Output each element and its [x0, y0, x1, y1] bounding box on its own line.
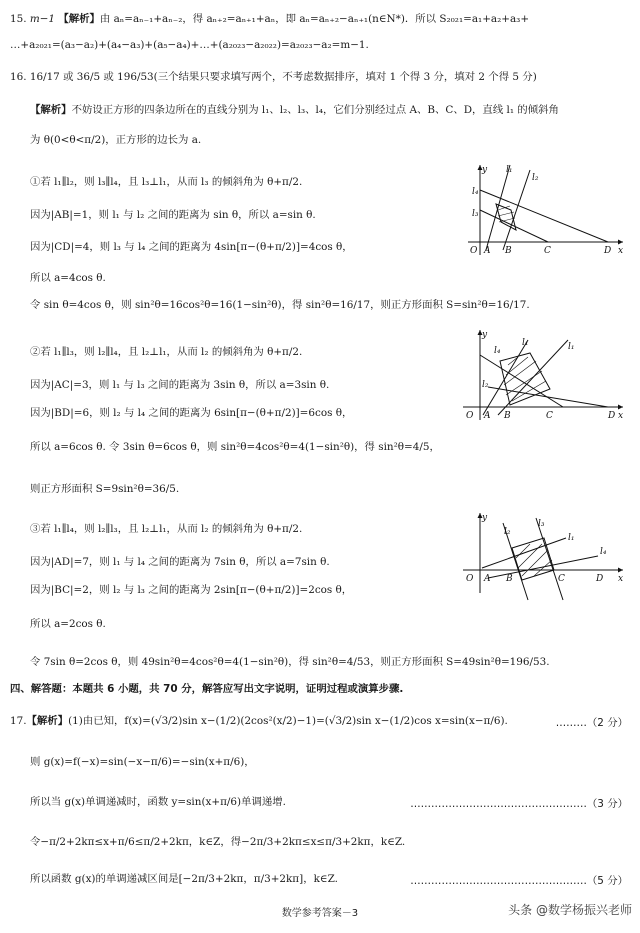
label-o: O: [466, 574, 474, 584]
label-l2: l₂: [532, 173, 539, 183]
q16-intro2: 为 θ(0<θ<π/2)，正方形的边长为 a.: [30, 134, 202, 146]
case3-line: 因为|AD|=7，则 l₁ 与 l₄ 之间的距离为 7sin θ，所以 a=7sin θ.: [30, 556, 330, 568]
case2-line: 因为|AC|=3，则 l₁ 与 l₃ 之间的距离为 3sin θ，所以 a=3sin θ.: [30, 379, 330, 391]
case1-line: 令 sin θ=4cos θ，则 sin²θ=16cos²θ=16(1−sin²θ)，得 sin²θ=16/17，则正方形面积 S=sin²θ=16/17.: [30, 299, 530, 311]
label-x: x: [618, 574, 624, 584]
figure-case3: [458, 508, 628, 608]
label-a: A: [484, 246, 491, 256]
case1-line: ①若 l₁∥l₂，则 l₃∥l₄，且 l₃⊥l₁，从而 l₃ 的倾斜角为 θ+π/2.: [30, 176, 303, 188]
case3-line: 所以 a=2cos θ.: [30, 618, 106, 630]
label-c: C: [558, 574, 565, 584]
q17-score: ……………………………………………（5 分）: [410, 875, 628, 887]
q15-line1: 15. m−1 【解析】由 aₙ=aₙ₋₁+aₙ₋₂，得 aₙ₊₂=aₙ₊₁+aₙ，即 aₙ=aₙ₊₂−aₙ₊₁(n∈N*)．所以 S₂₀₂₁=a₁+a₂+a₃+: [10, 13, 530, 25]
label-l4: l₄: [472, 187, 479, 197]
label-b: B: [506, 574, 513, 584]
case2-line: 因为|BD|=6，则 l₂ 与 l₄ 之间的距离为 6sin[π−(θ+π/2)]=6cos θ，: [30, 407, 353, 419]
label-l2: l₂: [504, 527, 511, 537]
case1-line: 因为|CD|=4，则 l₃ 与 l₄ 之间的距离为 4sin[π−(θ+π/2)]=4cos θ，: [30, 241, 353, 253]
label-l1-right: l₁: [568, 342, 575, 352]
q17-score: ………（2 分）: [555, 717, 628, 729]
shaded-square: [496, 204, 516, 230]
label-d: D: [596, 574, 604, 584]
q16-header: 16. 16/17 或 36/5 或 196/53(三个结果只要求填写两个，不考虑数据排序，填对 1 个得 3 分，填对 2 个得 5 分): [10, 71, 537, 83]
q15-line2: …+a₂₀₂₁=(a₃−a₂)+(a₄−a₃)+(a₅−a₄)+…+(a₂₀₂₃−a₂₀₂₂)=a₂₀₂₃−a₂=m−1.: [10, 39, 369, 51]
q17-score: ……………………………………………（3 分）: [410, 798, 628, 810]
q17-line: 所以当 g(x)单调递减时，函数 y=sin(x+π/6)单调递增.: [30, 796, 286, 808]
page-footer: 数学参考答案－3: [281, 908, 359, 919]
label-c: C: [546, 411, 553, 421]
figure-case1: [458, 160, 628, 260]
q17-line: 令−π/2+2kπ≤x+π/6≤π/2+2kπ，k∈Z，得−2π/3+2kπ≤x≤π/3+2kπ，k∈Z.: [30, 836, 406, 848]
case3-line: 因为|BC|=2，则 l₂ 与 l₃ 之间的距离为 2sin[π−(θ+π/2)]=2cos θ，: [30, 584, 353, 596]
section4-heading: 四、解答题：本题共 6 小题，共 70 分，解答应写出文字说明，证明过程或演算步骤.: [10, 683, 404, 695]
case2-line: ②若 l₁∥l₃，则 l₂∥l₄，且 l₂⊥l₁，从而 l₂ 的倾斜角为 θ+π/2.: [30, 346, 303, 358]
figure-case2: [458, 325, 628, 425]
case2-line: 则正方形面积 S=9sin²θ=36/5.: [30, 483, 180, 495]
label-l1: l₁: [522, 338, 529, 348]
label-l4: l₄: [600, 547, 607, 557]
shaded-square: [500, 353, 550, 405]
label-o: O: [466, 411, 474, 421]
label-y: y: [482, 330, 488, 340]
watermark: 头条 @数学杨振兴老师: [508, 903, 632, 917]
label-x: x: [618, 246, 624, 256]
label-o: O: [470, 246, 478, 256]
case1-line: 所以 a=4cos θ.: [30, 272, 106, 284]
case2-line: 所以 a=6cos θ. 令 3sin θ=6cos θ，则 sin²θ=4cos²θ=4(1−sin²θ)，得 sin²θ=4/5，: [30, 441, 440, 453]
label-b: B: [505, 246, 512, 256]
label-l2: l₂: [482, 380, 489, 390]
label-x: x: [618, 411, 624, 421]
case1-line: 因为|AB|=1，则 l₁ 与 l₂ 之间的距离为 sin θ，所以 a=sin θ.: [30, 209, 316, 221]
label-d: D: [608, 411, 616, 421]
label-l1: l₁: [568, 533, 575, 543]
label-c: C: [544, 246, 551, 256]
label-l1: l₁: [506, 165, 513, 175]
q17-line: 17.【解析】(1)由已知，f(x)=(√3/2)sin x−(1/2)(2cos²(x/2)−1)=(√3/2)sin x−(1/2)cos x=sin(x−π/6).: [10, 715, 508, 727]
case3-line: ③若 l₁∥l₄，则 l₂∥l₃，且 l₂⊥l₁，从而 l₂ 的倾斜角为 θ+π/2.: [30, 523, 303, 535]
label-l3: l₃: [538, 519, 545, 529]
label-l4: l₄: [494, 346, 501, 356]
label-y: y: [482, 165, 488, 175]
case3-line: 令 7sin θ=2cos θ，则 49sin²θ=4cos²θ=4(1−sin²θ)，得 sin²θ=4/53，则正方形面积 S=49sin²θ=196/53.: [30, 656, 550, 668]
label-y: y: [482, 513, 488, 523]
label-d: D: [604, 246, 612, 256]
label-l3: l₃: [472, 209, 479, 219]
q17-line: 则 g(x)=f(−x)=sin(−x−π/6)=−sin(x+π/6)，: [30, 756, 255, 768]
q16-intro1: 【解析】不妨设正方形的四条边所在的直线分别为 l₁、l₂、l₃、l₄，它们分别经过点 A、B、C、D，直线 l₁ 的倾斜角: [30, 104, 559, 116]
label-a: A: [484, 574, 491, 584]
label-b: B: [504, 411, 511, 421]
label-a: A: [484, 411, 491, 421]
q17-line: 所以函数 g(x)的单调递减区间是[−2π/3+2kπ，π/3+2kπ]，k∈Z.: [30, 873, 338, 885]
